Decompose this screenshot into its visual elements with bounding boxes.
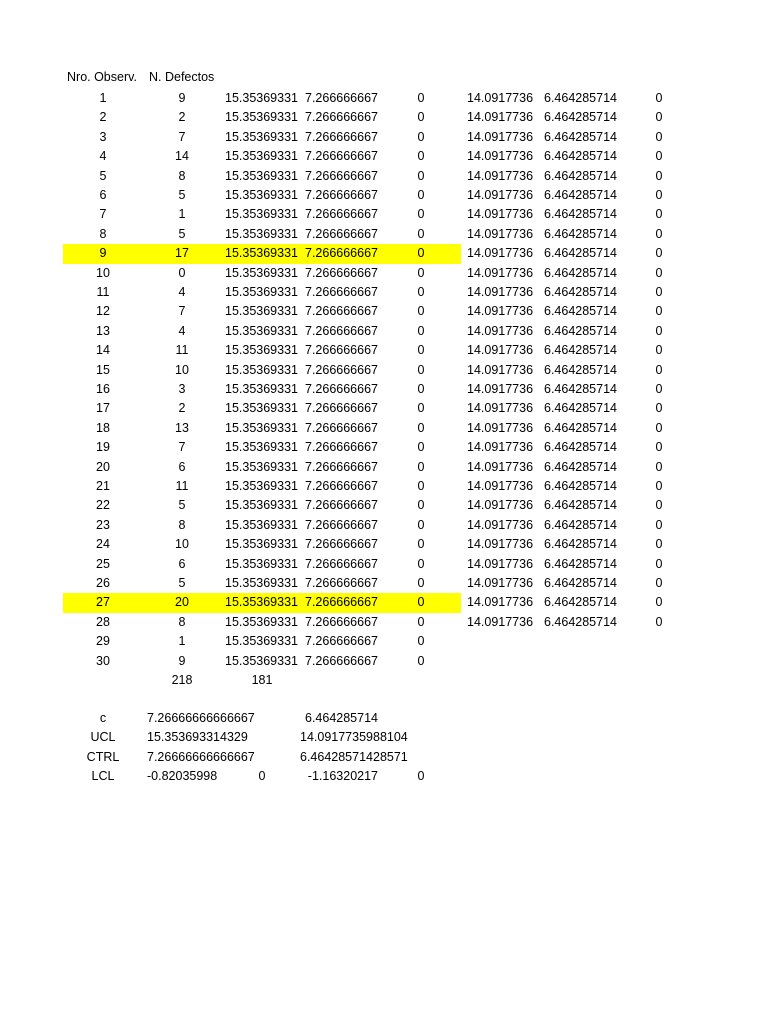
ucl-value-b: 14.0917736: [467, 285, 534, 299]
defect-count: 2: [178, 110, 186, 125]
lcl-value-a: 0: [417, 246, 425, 261]
table-row: [0, 283, 768, 302]
ucl-value-b: 14.0917736: [467, 420, 534, 435]
ucl-value-b: 14.0917736: [467, 576, 534, 590]
table-row: [0, 264, 768, 283]
defect-count: 17: [175, 246, 189, 261]
table-row: [0, 458, 768, 477]
ucl-value-b: 14.0917736: [467, 343, 534, 358]
lcl-value-a: 0: [417, 110, 425, 125]
table-row: [0, 632, 768, 651]
center-value-b: 6.464285714: [544, 149, 617, 164]
summary-value-a: -0.82035998: [147, 769, 218, 784]
defect-count: 9: [178, 91, 186, 105]
lcl-value-b: 0: [655, 207, 663, 222]
ucl-value-a: 15.35369331: [225, 479, 298, 493]
center-value-a: 7.266666667: [305, 614, 378, 629]
lcl-value-b: 0: [655, 459, 663, 474]
lcl-value-a: 0: [417, 343, 425, 358]
ucl-value-a: 15.35369331: [225, 382, 298, 396]
defect-count: 6: [178, 556, 186, 571]
center-value-b: 6.464285714: [544, 498, 617, 513]
obs-number: 5: [99, 168, 107, 183]
table-row: [0, 438, 768, 457]
center-value-a: 7.266666667: [305, 382, 378, 396]
header-n-defectos: N. Defectos: [149, 70, 215, 84]
ucl-value-a: 15.35369331: [225, 576, 298, 590]
ucl-value-a: 15.35369331: [225, 110, 298, 125]
center-value-b: 6.464285714: [544, 479, 617, 493]
lcl-value-b: 0: [655, 382, 663, 396]
lcl-value-b: 0: [655, 576, 663, 590]
center-value-a: 7.266666667: [305, 323, 378, 338]
center-value-a: 7.266666667: [305, 149, 378, 164]
ucl-value-a: 15.35369331: [225, 304, 298, 319]
lcl-value-a: 0: [417, 459, 425, 474]
table-row: [0, 613, 768, 632]
table-row: [0, 205, 768, 224]
ucl-value-a: 15.35369331: [225, 129, 298, 144]
lcl-value-a: 0: [417, 517, 425, 532]
lcl-value-b: 0: [655, 110, 663, 125]
ucl-value-b: 14.0917736: [467, 129, 534, 144]
lcl-value-b: 0: [655, 556, 663, 571]
defect-count: 1: [178, 207, 186, 222]
ucl-value-a: 15.35369331: [225, 91, 298, 105]
lcl-value-a: 0: [417, 401, 425, 416]
ucl-value-a: 15.35369331: [225, 634, 298, 649]
summary-label: UCL: [90, 730, 116, 745]
lcl-value-b: 0: [655, 129, 663, 144]
ucl-value-a: 15.35369331: [225, 265, 298, 280]
ucl-value-a: 15.35369331: [225, 226, 298, 241]
center-value-a: 7.266666667: [305, 653, 378, 668]
obs-number: 4: [99, 149, 107, 164]
center-value-a: 7.266666667: [305, 304, 378, 319]
obs-number: 2: [99, 110, 107, 125]
ucl-value-b: 14.0917736: [467, 382, 534, 396]
ucl-value-a: 15.35369331: [225, 362, 298, 377]
defect-count: 10: [175, 537, 189, 552]
obs-number: 3: [99, 129, 107, 144]
summary-label: CTRL: [86, 749, 120, 764]
obs-number: 12: [96, 304, 110, 319]
summary-extra-b: 0: [417, 769, 425, 784]
lcl-value-a: 0: [417, 188, 425, 202]
table-row: [0, 89, 768, 108]
defect-count: 7: [178, 304, 186, 319]
center-value-a: 7.266666667: [305, 537, 378, 552]
lcl-value-a: 0: [417, 285, 425, 299]
ucl-value-b: 14.0917736: [467, 362, 534, 377]
ucl-value-b: 14.0917736: [467, 401, 534, 416]
center-value-b: 6.464285714: [544, 576, 617, 590]
summary-label: LCL: [91, 769, 115, 784]
lcl-value-b: 0: [655, 265, 663, 280]
lcl-value-b: 0: [655, 537, 663, 552]
table-row: [0, 322, 768, 341]
lcl-value-a: 0: [417, 304, 425, 319]
lcl-value-a: 0: [417, 537, 425, 552]
table-row: [0, 128, 768, 147]
center-value-b: 6.464285714: [544, 343, 617, 358]
center-value-a: 7.266666667: [305, 498, 378, 513]
center-value-a: 7.266666667: [305, 110, 378, 125]
ucl-value-a: 15.35369331: [225, 285, 298, 299]
lcl-value-b: 0: [655, 285, 663, 299]
defect-count: 13: [175, 420, 189, 435]
ucl-value-b: 14.0917736: [467, 110, 534, 125]
lcl-value-b: 0: [655, 246, 663, 261]
defect-count: 8: [178, 168, 186, 183]
ucl-value-a: 15.35369331: [225, 168, 298, 183]
ucl-value-a: 15.35369331: [225, 323, 298, 338]
ucl-value-a: 15.35369331: [225, 556, 298, 571]
lcl-value-a: 0: [417, 634, 425, 649]
lcl-value-b: 0: [655, 614, 663, 629]
ucl-value-a: 15.35369331: [225, 420, 298, 435]
table-row: [0, 341, 768, 360]
center-value-a: 7.266666667: [305, 207, 378, 222]
center-value-b: 6.464285714: [544, 226, 617, 241]
table-row: [0, 167, 768, 186]
table-row: [0, 535, 768, 554]
summary-extra-a: 0: [258, 769, 266, 784]
obs-number: 30: [96, 653, 110, 668]
lcl-value-b: 0: [655, 440, 663, 455]
lcl-value-a: 0: [417, 129, 425, 144]
defect-count: 1: [178, 634, 186, 649]
table-row: [0, 380, 768, 399]
center-value-b: 6.464285714: [544, 265, 617, 280]
ucl-value-b: 14.0917736: [467, 614, 534, 629]
ucl-value-b: 14.0917736: [467, 91, 534, 105]
table-row: [0, 652, 768, 671]
defect-count: 5: [178, 576, 186, 590]
lcl-value-b: 0: [655, 226, 663, 241]
center-value-b: 6.464285714: [544, 207, 617, 222]
center-value-a: 7.266666667: [305, 285, 378, 299]
ucl-value-a: 15.35369331: [225, 498, 298, 513]
ucl-value-a: 15.35369331: [225, 537, 298, 552]
obs-number: 16: [96, 382, 110, 396]
center-value-b: 6.464285714: [544, 168, 617, 183]
ucl-value-b: 14.0917736: [467, 207, 534, 222]
lcl-value-a: 0: [417, 498, 425, 513]
lcl-value-a: 0: [417, 576, 425, 590]
table-row: [0, 516, 768, 535]
lcl-value-a: 0: [417, 149, 425, 164]
center-value-a: 7.266666667: [305, 634, 378, 649]
center-value-b: 6.464285714: [544, 440, 617, 455]
lcl-value-a: 0: [417, 420, 425, 435]
center-value-a: 7.266666667: [305, 226, 378, 241]
lcl-value-b: 0: [655, 479, 663, 493]
lcl-value-a: 0: [417, 479, 425, 493]
center-value-b: 6.464285714: [544, 362, 617, 377]
obs-number: 13: [96, 323, 110, 338]
obs-number: 6: [99, 188, 107, 202]
lcl-value-b: 0: [655, 304, 663, 319]
center-value-b: 6.464285714: [544, 420, 617, 435]
summary-label: c: [99, 711, 107, 725]
lcl-value-b: 0: [655, 188, 663, 202]
defect-count: 9: [178, 653, 186, 668]
center-value-a: 7.266666667: [305, 459, 378, 474]
ucl-value-b: 14.0917736: [467, 188, 534, 202]
obs-number: 8: [99, 226, 107, 241]
defect-count: 7: [178, 129, 186, 144]
table-row: [0, 186, 768, 205]
obs-number: 19: [96, 440, 110, 455]
center-value-a: 7.266666667: [305, 246, 378, 261]
defect-count: 11: [175, 479, 189, 493]
defect-count: 5: [178, 226, 186, 241]
center-value-a: 7.266666667: [305, 362, 378, 377]
center-value-b: 6.464285714: [544, 537, 617, 552]
obs-number: 17: [96, 401, 110, 416]
center-value-a: 7.266666667: [305, 517, 378, 532]
total-defectos: 218: [171, 673, 193, 687]
center-value-a: 7.266666667: [305, 440, 378, 455]
ucl-value-a: 15.35369331: [225, 207, 298, 222]
ucl-value-a: 15.35369331: [225, 343, 298, 358]
lcl-value-a: 0: [417, 614, 425, 629]
table-row: [0, 477, 768, 496]
table-row: [0, 147, 768, 166]
defect-count: 6: [178, 459, 186, 474]
defect-count: 3: [178, 382, 186, 396]
lcl-value-a: 0: [417, 440, 425, 455]
ucl-value-b: 14.0917736: [467, 479, 534, 493]
ucl-value-b: 14.0917736: [467, 440, 534, 455]
center-value-a: 7.266666667: [305, 479, 378, 493]
lcl-value-a: 0: [417, 556, 425, 571]
obs-number: 25: [96, 556, 110, 571]
table-row: [0, 574, 768, 593]
ucl-value-a: 15.35369331: [225, 614, 298, 629]
ucl-value-b: 14.0917736: [467, 595, 534, 610]
summary-value-a: 15.353693314329: [147, 730, 248, 745]
lcl-value-b: 0: [655, 91, 663, 105]
center-value-b: 6.464285714: [544, 459, 617, 474]
table-row: [0, 225, 768, 244]
lcl-value-a: 0: [417, 595, 425, 610]
ucl-value-b: 14.0917736: [467, 149, 534, 164]
lcl-value-b: 0: [655, 517, 663, 532]
center-value-a: 7.266666667: [305, 265, 378, 280]
obs-number: 20: [96, 459, 110, 474]
defect-count: 14: [175, 149, 189, 164]
lcl-value-b: 0: [655, 498, 663, 513]
summary-value-b: -1.16320217: [307, 769, 378, 784]
ucl-value-b: 14.0917736: [467, 226, 534, 241]
ucl-value-b: 14.0917736: [467, 537, 534, 552]
center-value-b: 6.464285714: [544, 382, 617, 396]
center-value-b: 6.464285714: [544, 401, 617, 416]
obs-number: 27: [96, 595, 110, 610]
ucl-value-b: 14.0917736: [467, 459, 534, 474]
center-value-a: 7.266666667: [305, 91, 378, 105]
table-row: [0, 593, 768, 612]
center-value-b: 6.464285714: [544, 91, 617, 105]
obs-number: 10: [96, 265, 110, 280]
lcl-value-a: 0: [417, 207, 425, 222]
obs-number: 1: [99, 91, 107, 105]
summary-value-b: 6.464285714: [305, 711, 378, 725]
lcl-value-b: 0: [655, 595, 663, 610]
table-row: [0, 302, 768, 321]
obs-number: 24: [96, 537, 110, 552]
lcl-value-b: 0: [655, 149, 663, 164]
obs-number: 7: [99, 207, 107, 222]
summary-row: [0, 767, 768, 786]
ucl-value-a: 15.35369331: [225, 653, 298, 668]
center-value-a: 7.266666667: [305, 576, 378, 590]
table-row: [0, 244, 768, 263]
lcl-value-a: 0: [417, 91, 425, 105]
table-row: [0, 419, 768, 438]
lcl-value-b: 0: [655, 168, 663, 183]
center-value-b: 6.464285714: [544, 517, 617, 532]
center-value-b: 6.464285714: [544, 595, 617, 610]
defect-count: 7: [178, 440, 186, 455]
lcl-value-a: 0: [417, 382, 425, 396]
obs-number: 18: [96, 420, 110, 435]
ucl-value-b: 14.0917736: [467, 323, 534, 338]
defect-count: 2: [178, 401, 186, 416]
lcl-value-b: 0: [655, 420, 663, 435]
ucl-value-b: 14.0917736: [467, 265, 534, 280]
obs-number: 9: [99, 246, 107, 261]
obs-number: 15: [96, 362, 110, 377]
lcl-value-b: 0: [655, 323, 663, 338]
center-value-b: 6.464285714: [544, 246, 617, 261]
lcl-value-a: 0: [417, 168, 425, 183]
ucl-value-b: 14.0917736: [467, 246, 534, 261]
obs-number: 11: [96, 285, 110, 299]
table-row: [0, 108, 768, 127]
ucl-value-b: 14.0917736: [467, 498, 534, 513]
ucl-value-a: 15.35369331: [225, 401, 298, 416]
center-value-b: 6.464285714: [544, 129, 617, 144]
center-value-b: 6.464285714: [544, 556, 617, 571]
summary-row: [0, 748, 768, 767]
header-nro-observ: Nro. Observ.: [67, 70, 137, 84]
ucl-value-b: 14.0917736: [467, 556, 534, 571]
defect-count: 5: [178, 498, 186, 513]
center-value-a: 7.266666667: [305, 343, 378, 358]
defect-count: 8: [178, 517, 186, 532]
summary-value-a: 7.26666666666667: [147, 749, 255, 764]
center-value-b: 6.464285714: [544, 614, 617, 629]
summary-value-a: 7.26666666666667: [147, 711, 255, 725]
summary-value-b: 6.46428571428571: [300, 749, 408, 764]
ucl-value-a: 15.35369331: [225, 188, 298, 202]
ucl-value-b: 14.0917736: [467, 168, 534, 183]
defect-count: 20: [175, 595, 189, 610]
summary-value-b: 14.0917735988104: [300, 730, 408, 745]
ucl-value-a: 15.35369331: [225, 595, 298, 610]
obs-number: 28: [96, 614, 110, 629]
obs-number: 29: [96, 634, 110, 649]
defect-count: 5: [178, 188, 186, 202]
table-row: [0, 399, 768, 418]
obs-number: 26: [96, 576, 110, 590]
center-value-b: 6.464285714: [544, 285, 617, 299]
summary-row: [0, 728, 768, 747]
defect-count: 11: [175, 343, 189, 358]
table-row: [0, 361, 768, 380]
obs-number: 14: [96, 343, 110, 358]
ucl-value-a: 15.35369331: [225, 149, 298, 164]
defect-count: 8: [178, 614, 186, 629]
center-value-a: 7.266666667: [305, 556, 378, 571]
center-value-b: 6.464285714: [544, 188, 617, 202]
lcl-value-a: 0: [417, 226, 425, 241]
center-value-a: 7.266666667: [305, 188, 378, 202]
defect-count: 4: [178, 323, 186, 338]
table-row: [0, 555, 768, 574]
center-value-a: 7.266666667: [305, 420, 378, 435]
lcl-value-a: 0: [417, 362, 425, 377]
defect-count: 0: [178, 265, 186, 280]
table-row: [0, 496, 768, 515]
ucl-value-a: 15.35369331: [225, 440, 298, 455]
center-value-a: 7.266666667: [305, 595, 378, 610]
obs-number: 21: [96, 479, 110, 493]
summary-row: [0, 709, 768, 728]
ucl-value-a: 15.35369331: [225, 517, 298, 532]
ucl-value-a: 15.35369331: [225, 459, 298, 474]
center-value-b: 6.464285714: [544, 304, 617, 319]
defect-count: 4: [178, 285, 186, 299]
ucl-value-b: 14.0917736: [467, 304, 534, 319]
center-value-a: 7.266666667: [305, 401, 378, 416]
lcl-value-a: 0: [417, 323, 425, 338]
center-value-a: 7.266666667: [305, 129, 378, 144]
ucl-value-b: 14.0917736: [467, 517, 534, 532]
defect-count: 10: [175, 362, 189, 377]
lcl-value-b: 0: [655, 401, 663, 416]
center-value-b: 6.464285714: [544, 323, 617, 338]
lcl-value-b: 0: [655, 362, 663, 377]
obs-number: 23: [96, 517, 110, 532]
center-value-b: 6.464285714: [544, 110, 617, 125]
center-value-a: 7.266666667: [305, 168, 378, 183]
ucl-value-a: 15.35369331: [225, 246, 298, 261]
lcl-value-a: 0: [417, 265, 425, 280]
obs-number: 22: [96, 498, 110, 513]
total-second: 181: [251, 673, 273, 687]
lcl-value-a: 0: [417, 653, 425, 668]
lcl-value-b: 0: [655, 343, 663, 358]
